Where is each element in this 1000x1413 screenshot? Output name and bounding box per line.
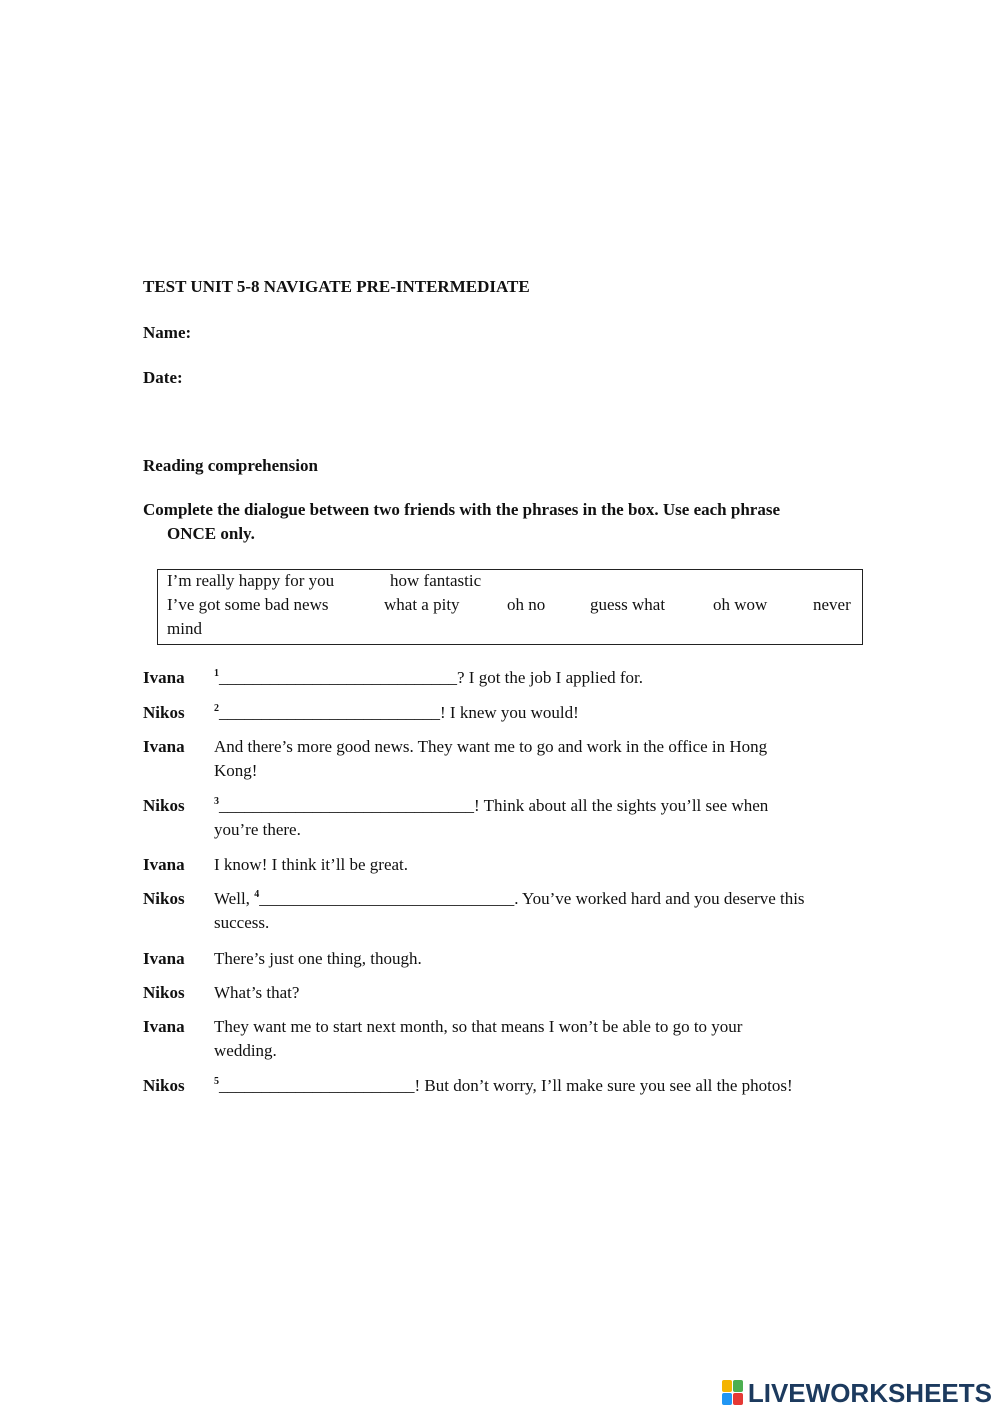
- utterance-line: [214, 794, 859, 818]
- utterance-text: And there’s more good news. They want me to go and work in the office in Hong: [214, 737, 768, 756]
- gap-number: 2: [214, 703, 219, 714]
- utterance: [214, 1074, 859, 1098]
- utterance-line: [214, 666, 859, 690]
- answer-blank[interactable]: ______________________________: [259, 889, 515, 908]
- phrase-7[interactable]: oh wow: [713, 595, 768, 614]
- utterance: [214, 853, 859, 877]
- phrase-2[interactable]: how fantastic: [390, 571, 482, 590]
- gap-number: 4: [254, 889, 260, 900]
- phrase-6[interactable]: guess what: [590, 595, 666, 614]
- utterance: [214, 981, 859, 1005]
- utterance-continuation: success.: [214, 913, 270, 932]
- utterance-text: ! But don’t worry, I’ll make sure you see all the photos!: [414, 1076, 793, 1095]
- utterance-text: There’s just one thing, though.: [214, 949, 422, 968]
- utterance-text: They want me to start next month, so that means I won’t be able to go to your: [214, 1017, 743, 1036]
- phrase-4[interactable]: what a pity: [384, 595, 460, 614]
- utterance-line: [214, 735, 859, 759]
- gap-number: 1: [214, 668, 219, 679]
- speaker-name: Ivana: [143, 668, 185, 687]
- speaker-name: Ivana: [143, 855, 185, 874]
- utterance-prefix: Well,: [214, 889, 255, 908]
- speaker-name: Nikos: [143, 889, 185, 908]
- utterance-line: [214, 1074, 859, 1098]
- phrase-3[interactable]: I’ve got some bad news: [167, 595, 329, 614]
- utterance: [214, 794, 859, 842]
- utterance: [214, 666, 859, 690]
- liveworksheets-logo-icon: [722, 1380, 744, 1406]
- instruction-line-1: Complete the dialogue between two friends with the phrases in the box. Use each phrase: [143, 500, 781, 519]
- phrase-8-part-2[interactable]: mind: [167, 619, 202, 638]
- utterance: [214, 947, 859, 971]
- utterance-line: [214, 1015, 859, 1039]
- utterance-text: I know! I think it’ll be great.: [214, 855, 409, 874]
- utterance-text: ? I got the job I applied for.: [457, 668, 644, 687]
- gap-number: 3: [214, 796, 219, 807]
- speaker-name: Ivana: [143, 737, 185, 756]
- phrase-5[interactable]: oh no: [507, 595, 546, 614]
- utterance: [214, 887, 859, 935]
- phrase-box: [157, 569, 863, 645]
- utterance-line: [214, 887, 859, 911]
- answer-blank[interactable]: _______________________: [219, 1076, 415, 1095]
- utterance-line: [214, 981, 859, 1005]
- utterance-line: [214, 701, 859, 725]
- phrase-1[interactable]: I’m really happy for you: [167, 571, 335, 590]
- instruction-line-2: ONCE only.: [167, 524, 255, 543]
- speaker-name: Ivana: [143, 1017, 185, 1036]
- date-label: Date:: [143, 368, 183, 387]
- answer-blank[interactable]: __________________________: [219, 703, 440, 722]
- phrase-8-part-1[interactable]: never: [813, 595, 851, 614]
- speaker-name: Nikos: [143, 983, 185, 1002]
- gap-number: 5: [214, 1076, 219, 1087]
- answer-blank[interactable]: ______________________________: [219, 796, 474, 815]
- utterance-continuation: wedding.: [214, 1041, 277, 1060]
- name-label: Name:: [143, 323, 192, 342]
- instruction-text: [143, 498, 863, 546]
- speaker-name: Ivana: [143, 949, 185, 968]
- utterance-continuation: you’re there.: [214, 820, 301, 839]
- page-title: TEST UNIT 5-8 NAVIGATE PRE-INTERMEDIATE: [143, 277, 530, 296]
- utterance: [214, 1015, 859, 1063]
- section-heading: Reading comprehension: [143, 456, 318, 475]
- utterance: [214, 701, 859, 725]
- utterance-text: ! Think about all the sights you’ll see when: [474, 796, 769, 815]
- speaker-name: Nikos: [143, 703, 185, 722]
- utterance: [214, 735, 859, 783]
- answer-blank[interactable]: ____________________________: [219, 668, 457, 687]
- speaker-name: Nikos: [143, 1076, 185, 1095]
- speaker-name: Nikos: [143, 796, 185, 815]
- utterance-line: [214, 947, 859, 971]
- utterance-continuation: Kong!: [214, 761, 258, 780]
- liveworksheets-logo: [722, 1377, 992, 1409]
- utterance-line: [214, 853, 859, 877]
- utterance-text: ! I knew you would!: [440, 703, 579, 722]
- utterance-text: . You’ve worked hard and you deserve this: [514, 889, 805, 908]
- utterance-text: What’s that?: [214, 983, 300, 1002]
- liveworksheets-logo-text: LIVEWORKSHEETS: [747, 1377, 992, 1408]
